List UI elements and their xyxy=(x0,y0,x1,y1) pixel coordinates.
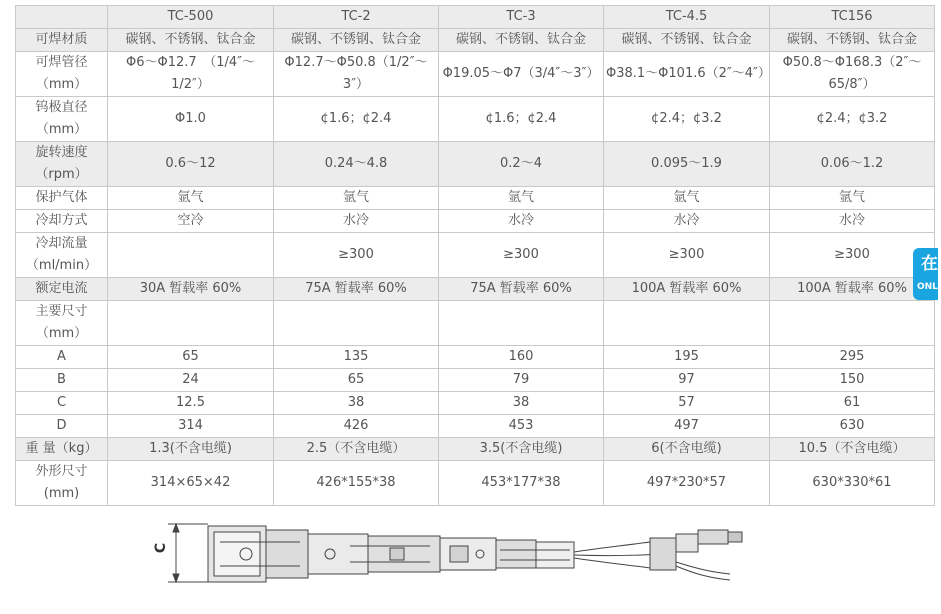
spec-cell xyxy=(439,301,604,346)
spec-cell: 426*155*38 xyxy=(274,461,439,506)
row-label: 保护气体 xyxy=(16,187,108,210)
spec-cell: 10.5（不含电缆） xyxy=(770,438,935,461)
row-label: 钨极直径（mm） xyxy=(16,97,108,142)
spec-cell: 135 xyxy=(274,346,439,369)
spec-cell: ¢2.4；¢3.2 xyxy=(604,97,770,142)
spec-cell: 3.5(不含电缆) xyxy=(439,438,604,461)
spec-row xyxy=(16,187,935,210)
spec-cell: ¢2.4；¢3.2 xyxy=(770,97,935,142)
row-label: D xyxy=(16,415,108,438)
spec-cell: 0.2～4 xyxy=(439,142,604,187)
spec-cell: 水冷 xyxy=(770,210,935,233)
spec-cell: 24 xyxy=(108,369,274,392)
spec-cell: ≥300 xyxy=(274,233,439,278)
spec-row xyxy=(16,97,935,142)
spec-row xyxy=(16,233,935,278)
spec-cell xyxy=(108,301,274,346)
spec-row xyxy=(16,278,935,301)
model-header: TC-500 xyxy=(108,6,274,29)
spec-cell: 氩气 xyxy=(108,187,274,210)
spec-cell: 30A 暂载率 60% xyxy=(108,278,274,301)
spec-row xyxy=(16,461,935,506)
spec-table xyxy=(15,5,935,506)
spec-cell: 453 xyxy=(439,415,604,438)
spec-cell: 497*230*57 xyxy=(604,461,770,506)
spec-row xyxy=(16,346,935,369)
row-label: B xyxy=(16,369,108,392)
spec-cell: ≥300 xyxy=(770,233,935,278)
model-header: TC156 xyxy=(770,6,935,29)
spec-cell: ¢1.6；¢2.4 xyxy=(274,97,439,142)
spec-cell: 150 xyxy=(770,369,935,392)
spec-cell: 0.24～4.8 xyxy=(274,142,439,187)
spec-cell: 0.06～1.2 xyxy=(770,142,935,187)
header-corner-cell xyxy=(16,6,108,29)
spec-cell: Φ12.7～Φ50.8（1/2″～3″） xyxy=(274,52,439,97)
spec-cell: 水冷 xyxy=(439,210,604,233)
spec-cell: 314 xyxy=(108,415,274,438)
spec-cell xyxy=(604,301,770,346)
spec-row xyxy=(16,142,935,187)
spec-cell: 61 xyxy=(770,392,935,415)
spec-cell: Φ19.05～Φ7（3/4″～3″） xyxy=(439,52,604,97)
row-label: 可焊管径（mm） xyxy=(16,52,108,97)
spec-cell: 氩气 xyxy=(274,187,439,210)
spec-cell: 630 xyxy=(770,415,935,438)
spec-cell: 碳钢、不锈钢、钛合金 xyxy=(108,29,274,52)
spec-cell: 38 xyxy=(274,392,439,415)
spec-cell: 碳钢、不锈钢、钛合金 xyxy=(604,29,770,52)
spec-cell xyxy=(108,233,274,278)
spec-cell: 75A 暂载率 60% xyxy=(274,278,439,301)
spec-row xyxy=(16,369,935,392)
online-tab-char: 在 xyxy=(921,254,938,274)
model-header: TC-2 xyxy=(274,6,439,29)
spec-cell: 195 xyxy=(604,346,770,369)
dimension-c-label: C xyxy=(153,542,169,554)
spec-cell: 氩气 xyxy=(439,187,604,210)
row-label: 主要尺寸（mm） xyxy=(16,301,108,346)
spec-cell: ¢1.6；¢2.4 xyxy=(439,97,604,142)
spec-cell: 0.6～12 xyxy=(108,142,274,187)
row-label: 旋转速度（rpm） xyxy=(16,142,108,187)
spec-cell: 97 xyxy=(604,369,770,392)
row-label: 可焊材质 xyxy=(16,29,108,52)
spec-cell: 314×65×42 xyxy=(108,461,274,506)
spec-cell: 碳钢、不锈钢、钛合金 xyxy=(770,29,935,52)
spec-cell: 氩气 xyxy=(604,187,770,210)
spec-cell: Φ1.0 xyxy=(108,97,274,142)
spec-cell: 65 xyxy=(274,369,439,392)
spec-cell: 497 xyxy=(604,415,770,438)
spec-row xyxy=(16,392,935,415)
spec-cell: Φ6～Φ12.7 （1/4″～1/2″） xyxy=(108,52,274,97)
row-label: 冷却方式 xyxy=(16,210,108,233)
spec-cell: 空冷 xyxy=(108,210,274,233)
row-label: 外形尺寸(mm) xyxy=(16,461,108,506)
spec-row xyxy=(16,438,935,461)
spec-cell: 75A 暂载率 60% xyxy=(439,278,604,301)
spec-cell: 0.095～1.9 xyxy=(604,142,770,187)
online-tab-text: ONLI xyxy=(917,282,941,292)
spec-cell: 12.5 xyxy=(108,392,274,415)
spec-cell: 38 xyxy=(439,392,604,415)
online-service-tab[interactable] xyxy=(913,248,941,300)
spec-row xyxy=(16,210,935,233)
spec-cell: 碳钢、不锈钢、钛合金 xyxy=(439,29,604,52)
spec-cell: 氩气 xyxy=(770,187,935,210)
model-header: TC-4.5 xyxy=(604,6,770,29)
spec-cell: 100A 暂载率 60% xyxy=(770,278,935,301)
spec-cell xyxy=(274,301,439,346)
model-header: TC-3 xyxy=(439,6,604,29)
row-label: 重 量（kg） xyxy=(16,438,108,461)
spec-cell: 65 xyxy=(108,346,274,369)
spec-cell: Φ50.8～Φ168.3（2″～65/8″） xyxy=(770,52,935,97)
spec-cell: 水冷 xyxy=(274,210,439,233)
welding-head-drawing xyxy=(150,512,770,612)
spec-cell: 453*177*38 xyxy=(439,461,604,506)
row-label: C xyxy=(16,392,108,415)
row-label: A xyxy=(16,346,108,369)
spec-cell: 100A 暂载率 60% xyxy=(604,278,770,301)
header-row xyxy=(16,6,935,29)
spec-cell: Φ38.1～Φ101.6（2″～4″） xyxy=(604,52,770,97)
row-label: 冷却流量（ml/min） xyxy=(16,233,108,278)
spec-cell: ≥300 xyxy=(439,233,604,278)
spec-cell: 160 xyxy=(439,346,604,369)
spec-row xyxy=(16,301,935,346)
spec-cell: 2.5（不含电缆） xyxy=(274,438,439,461)
spec-cell: 57 xyxy=(604,392,770,415)
spec-cell: 碳钢、不锈钢、钛合金 xyxy=(274,29,439,52)
spec-cell: 426 xyxy=(274,415,439,438)
spec-cell: 630*330*61 xyxy=(770,461,935,506)
spec-cell: 79 xyxy=(439,369,604,392)
spec-row xyxy=(16,415,935,438)
spec-cell: ≥300 xyxy=(604,233,770,278)
spec-cell: 水冷 xyxy=(604,210,770,233)
spec-cell: 6(不含电缆) xyxy=(604,438,770,461)
spec-cell: 1.3(不含电缆) xyxy=(108,438,274,461)
spec-row xyxy=(16,52,935,97)
spec-cell: 295 xyxy=(770,346,935,369)
row-label: 额定电流 xyxy=(16,278,108,301)
spec-cell xyxy=(770,301,935,346)
spec-row xyxy=(16,29,935,52)
